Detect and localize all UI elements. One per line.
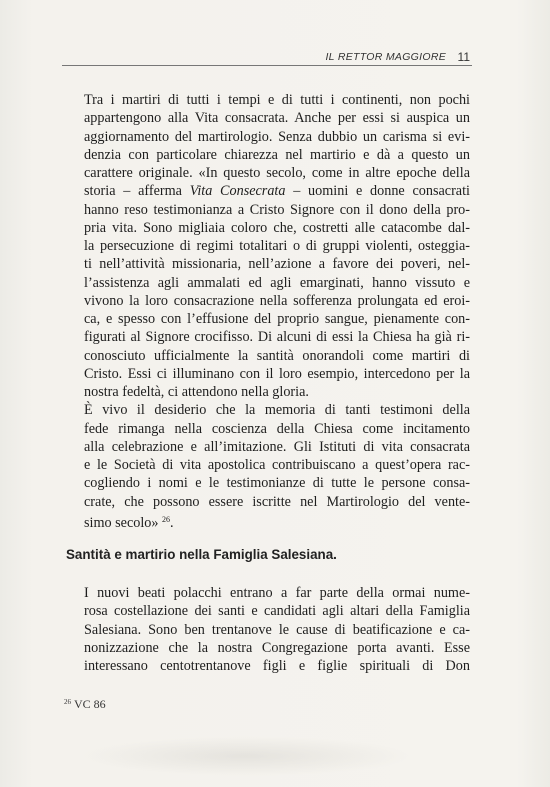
section-heading: Santità e martirio nella Famiglia Salesiana. — [66, 547, 337, 562]
footnote-number: 26 — [64, 698, 71, 706]
text-line: figurati al Signore crocifisso. Di alcuni di essi la Chiesa ha già ri- — [84, 329, 470, 346]
page-number: 11 — [457, 50, 470, 64]
running-header — [62, 51, 472, 66]
text-line: nonizzazione che la nostra Congregazione porta avanti. Esse — [84, 639, 470, 656]
text-line: l’assistenza agli ammalati ed agli emarginati, hanno vissuto e — [84, 274, 470, 291]
text-line: appartengono alla Vita consacrata. Anche per essi si auspica un — [84, 110, 470, 127]
paragraph — [66, 91, 470, 401]
text-line: ca, e spesso con l’effusione del proprio sangue, pienamente con- — [84, 311, 470, 327]
text-line: ti nell’attività missionaria, nell’azione a favore dei poveri, nel- — [84, 256, 470, 273]
text-line: Tra i martiri di tutti i tempi e di tutti i continenti, non pochi — [84, 92, 470, 108]
section-text-block — [66, 584, 470, 675]
text-line: cogliendo i nomi e le testimonianze di tutte le persone consa- — [84, 475, 470, 492]
text-line: conosciuto ufficialmente la santità onorandoli come martiri di — [84, 347, 470, 364]
main-text-block — [66, 91, 470, 532]
text-line: vivono la loro consacrazione nella sofferenza prolungata ed eroi- — [84, 292, 470, 309]
paragraph — [66, 401, 470, 532]
text-line: hanno reso testimonianza a Cristo Signore con il dono della pro- — [84, 201, 470, 218]
paragraph — [66, 584, 470, 675]
text-line: fede rimanga nella coscienza della Chiesa come incitamento — [84, 420, 470, 437]
text-line: Salesiana. Sono ben trentanove le cause di beatificazione e ca- — [84, 621, 470, 638]
text-fragment: storia – afferma — [84, 183, 190, 200]
text-line: crate, che possono essere iscritte nel Martirologio del vente- — [84, 493, 470, 510]
text-fragment: . — [170, 514, 174, 531]
text-line: È vivo il desiderio che la memoria di tanti testimoni della — [84, 402, 470, 419]
text-line: nostra fedeltà, ci attendono nella gloria. — [84, 384, 309, 400]
running-title: IL RETTOR MAGGIORE — [325, 51, 446, 63]
text-line: I nuovi beati polacchi entrano a far parte della ormai nume- — [84, 585, 470, 601]
text-line: Cristo. Essi ci illuminano con il loro esempio, intercedono per la — [84, 365, 470, 382]
text-line — [66, 511, 470, 532]
text-line: pria vita. Sono migliaia coloro che, costretti alle catacombe dal- — [84, 219, 470, 236]
text-fragment: – uomini e donne consacrati — [285, 183, 470, 200]
text-line: interessano centotrentanove figli e figlie spirituali di Don — [84, 658, 470, 674]
italic-work-title: Vita Consecrata — [189, 183, 286, 200]
text-line: aggiornamento del martirologio. Senza dubbio un carisma si evi- — [84, 128, 470, 145]
text-fragment: simo secolo» — [84, 514, 159, 531]
footnote-text: VC 86 — [74, 697, 106, 711]
footnote — [64, 697, 106, 712]
text-line: rosa costellazione dei santi e candidati agli altari della Famiglia — [84, 603, 470, 620]
text-line: carattere originale. «In questo secolo, come in altre epoche della — [84, 165, 470, 181]
text-line: alla celebrazione e all’imitazione. Gli Istituti di vita consacrata — [84, 438, 470, 455]
footnote-reference[interactable]: 26 — [162, 514, 171, 524]
page-shadow — [80, 736, 410, 776]
text-line — [66, 182, 470, 200]
text-line: denzia con particolare chiarezza nel martirio e dà a questo un — [84, 146, 470, 163]
text-line: e le Società di vita apostolica contribuiscano a quest’opera rac- — [84, 457, 470, 473]
text-line: la persecuzione di regimi totalitari o di gruppi violenti, osteggia- — [84, 238, 470, 254]
